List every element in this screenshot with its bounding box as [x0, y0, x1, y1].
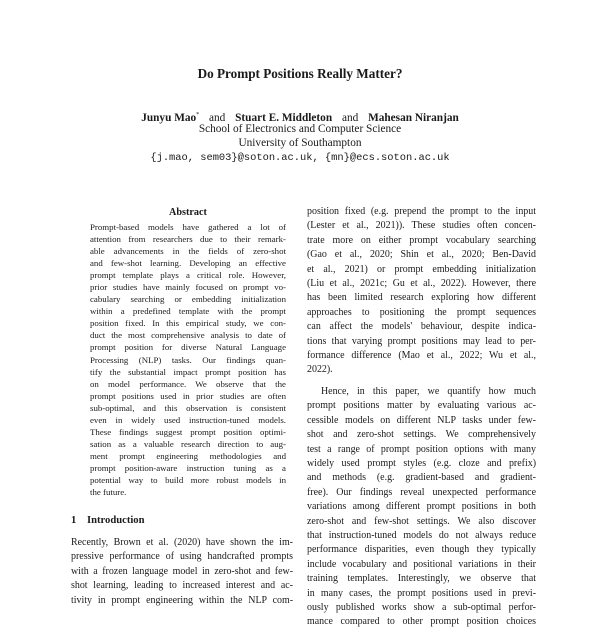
- text-line: variations among different prompt positions in both: [307, 501, 536, 513]
- introduction-body: [71, 536, 293, 608]
- text-line: prior studies have mainly focused on prompt vo-: [90, 282, 286, 293]
- text-line: duct the most comprehensive analysis to date of: [90, 330, 286, 341]
- text-line: mance compared to other prompt position choices: [307, 616, 536, 628]
- text-line: 2022).: [307, 364, 333, 376]
- text-line: Hence, in this paper, we quantify how much: [321, 385, 536, 397]
- text-line: (Liu et al., 2021c; Gu et al., 2022). However, there: [307, 278, 536, 290]
- text-line: potential way to build more robust models in: [90, 474, 286, 485]
- section-title: Introduction: [87, 515, 145, 526]
- text-line: even in widely used instruction-tuned models.: [90, 414, 286, 425]
- text-line: prompt positions used in prior studies are often: [90, 390, 286, 401]
- text-line: tify the substantial impact prompt position has: [90, 366, 286, 377]
- text-line: prompt position-aware instruction tuning as a: [90, 462, 286, 473]
- text-line: prompt template plays a critical role. However,: [90, 270, 286, 281]
- text-line: These findings suggest prompt position optimi-: [90, 426, 286, 437]
- author-separator: and: [341, 111, 359, 124]
- text-line: prompt position for diverse Natural Language: [90, 342, 286, 353]
- abstract-heading: Abstract: [169, 207, 207, 218]
- text-line: ment prompt engineering methodologies and: [90, 450, 286, 461]
- author-email: {j.mao, sem03}@soton.ac.uk, {mn}@ecs.soton.ac.uk: [150, 152, 450, 164]
- text-line: performance disparities, even though they typically: [307, 544, 536, 556]
- text-line: pressive performance of using handcrafted prompts: [71, 551, 293, 563]
- text-line: Processing (NLP) tasks. Our findings quan-: [90, 354, 286, 365]
- text-line: cessible models on different NLP tasks under few-: [307, 414, 536, 426]
- text-line: shot learning, leading to increased interest and ac-: [71, 580, 293, 592]
- text-line: tions that varying prompt positions may lead to per-: [307, 335, 536, 347]
- paragraph: [307, 205, 536, 378]
- abstract-body: [90, 221, 286, 498]
- text-line: within a predefined template with the prompt: [90, 306, 286, 317]
- text-line: formance difference (Mao et al., 2022; Wu et al.,: [307, 350, 536, 362]
- text-line: can affect the models' behaviour, despite indica-: [307, 321, 536, 333]
- text-line: include vocabulary and positional variations in their: [307, 558, 536, 570]
- text-line: attention from researchers due to their remark-: [90, 234, 286, 245]
- author-name: Mahesan Niranjan: [368, 111, 459, 124]
- text-line: has been limited research exploring how different: [307, 292, 536, 304]
- text-line: ously published works show a sub-optimal perfor-: [307, 601, 536, 613]
- author-name: Stuart E. Middleton: [235, 111, 333, 124]
- affiliation-line: University of Southampton: [238, 137, 362, 149]
- section-heading-introduction: [71, 515, 291, 526]
- text-line: the future.: [90, 487, 127, 498]
- text-line: sub-optimal, and this observation is consistent: [90, 402, 286, 413]
- text-line: free). Our findings reveal unexpected performance: [307, 486, 536, 498]
- text-line: test a range of prompt position options with many: [307, 443, 536, 455]
- text-line: shot and zero-shot settings. We comprehensively: [307, 429, 536, 441]
- text-line: tivity in prompt engineering within the NLP com-: [71, 594, 293, 606]
- text-line: on model performance. We observe that the: [90, 378, 286, 389]
- author-name: Junyu Mao: [141, 111, 197, 124]
- text-line: sation as a valuable research direction to aug-: [90, 438, 286, 449]
- text-line: and methods (e.g. gradient-based and gradient-: [307, 472, 536, 484]
- text-line: that instruction-tuned models do not always reduce: [307, 529, 536, 541]
- affiliation-line: School of Electronics and Computer Science: [198, 123, 402, 135]
- text-line: approaches to positioning the prompt sequences: [307, 306, 536, 318]
- text-line: Recently, Brown et al. (2020) have shown the im-: [71, 537, 293, 548]
- text-line: trate more on either prompt vocabulary searching: [307, 234, 536, 246]
- text-line: position fixed. In this empirical study, we con-: [90, 318, 286, 329]
- section-number: 1: [71, 515, 77, 526]
- text-line: (Gao et al., 2020; Shin et al., 2020; Ben-David: [307, 249, 536, 261]
- paper-title: Do Prompt Positions Really Matter?: [197, 66, 403, 81]
- text-line: Prompt-based models have gathered a lot of: [90, 222, 286, 232]
- text-line: (Lester et al., 2021)). These studies often concen-: [307, 220, 536, 232]
- text-line: et al., 2021) or prompt embedding initialization: [307, 263, 536, 275]
- text-line: prompt positions matter by evaluating various ac-: [307, 400, 536, 412]
- paragraph: [307, 385, 536, 630]
- text-line: training templates. Interestingly, we observe that: [307, 573, 536, 585]
- text-line: zero-shot and few-shot settings. We also discover: [307, 515, 536, 527]
- text-line: cabulary searching or embedding initialization: [90, 294, 286, 305]
- text-line: and few-shot learning. Developing an effective: [90, 258, 286, 269]
- right-column-body: [307, 205, 536, 630]
- author-separator: and: [208, 111, 226, 124]
- text-line: position fixed (e.g. prepend the prompt to the input: [307, 206, 536, 217]
- text-line: with a frozen language model in zero-shot and few-: [71, 565, 293, 577]
- author-footnote-mark: *: [196, 112, 200, 118]
- text-line: able advancements in the fields of zero-shot: [90, 246, 286, 257]
- text-line: in many cases, the prompt positions used in previ-: [307, 587, 536, 599]
- text-line: widely used prompt styles (e.g. cloze and prefix): [307, 457, 536, 469]
